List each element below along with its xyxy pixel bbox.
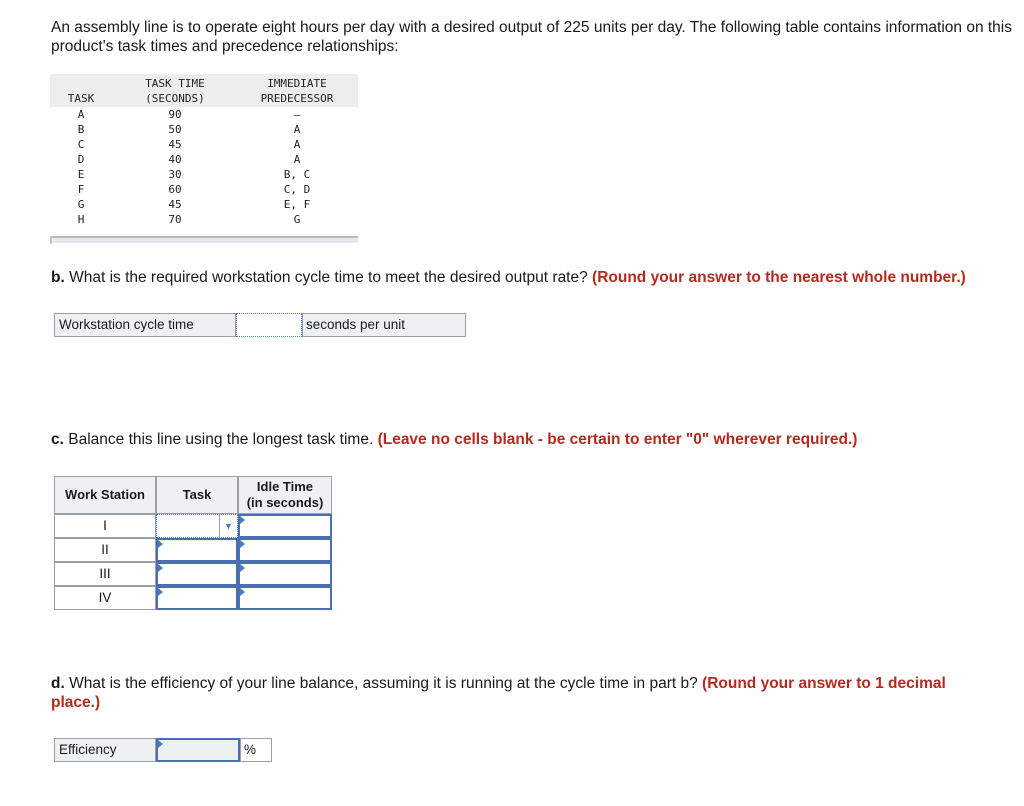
header-work-station: Work Station: [54, 476, 156, 514]
predecessor-cell: C, D: [283, 183, 311, 196]
question-c-instruction: (Leave no cells blank - be certain to enter "0" wherever required.): [377, 431, 858, 448]
cycle-time-unit: seconds per unit: [302, 313, 466, 337]
flag-icon: [240, 564, 245, 572]
question-c-prefix: c.: [51, 431, 64, 448]
predecessor-cell: G: [293, 213, 301, 226]
header-task: TASK: [67, 92, 95, 105]
question-d-instruction: (Round your answer to 1 decimal place.): [51, 675, 946, 711]
question-c: [51, 430, 857, 449]
problem-intro: An assembly line is to operate eight hours per day with a desired output of 225 units per day. The following table contains information on this product's task times and precedence relationships:: [51, 19, 1012, 55]
predecessor-cell: A: [293, 123, 301, 136]
header-task: Task: [156, 476, 238, 514]
station-cell: I: [54, 514, 156, 538]
precedence-table: [50, 74, 358, 244]
task-cell: E: [77, 168, 85, 181]
question-d-prefix: d.: [51, 675, 65, 692]
question-b-text: What is the required workstation cycle time to meet the desired output rate?: [64, 269, 593, 286]
cycle-time-label: Workstation cycle time: [54, 313, 236, 337]
flag-icon: [240, 516, 245, 524]
time-cell: 50: [168, 123, 182, 136]
task-cell: C: [77, 138, 85, 151]
header-time-line2: (SECONDS): [145, 92, 205, 105]
flag-icon: [240, 540, 245, 548]
flag-icon: [158, 540, 163, 548]
station-cell: III: [54, 562, 156, 586]
predecessor-cell: —: [293, 108, 301, 121]
task-select[interactable]: [156, 514, 238, 538]
header-idle-time: Idle Time (in seconds): [238, 476, 332, 514]
task-cell: F: [77, 183, 85, 196]
time-cell: 90: [168, 108, 182, 121]
task-cell: A: [77, 108, 85, 121]
task-cell: B: [77, 123, 85, 136]
time-cell: 40: [168, 153, 182, 166]
time-cell: 45: [168, 138, 182, 151]
efficiency-input[interactable]: [156, 738, 240, 762]
header-time-line1: TASK TIME: [145, 77, 205, 90]
task-cell: H: [77, 213, 85, 226]
task-input[interactable]: [156, 538, 238, 562]
time-cell: 60: [168, 183, 182, 196]
station-cell: IV: [54, 586, 156, 610]
question-b-instruction: (Round your answer to the nearest whole number.): [592, 269, 966, 286]
cycle-time-input[interactable]: [236, 313, 302, 337]
question-b-prefix: b.: [51, 269, 65, 286]
flag-icon: [240, 588, 245, 596]
task-cell: D: [77, 153, 85, 166]
flag-icon: [158, 588, 163, 596]
task-input[interactable]: [156, 562, 238, 586]
time-cell: 70: [168, 213, 182, 226]
time-cell: 30: [168, 168, 182, 181]
header-pred-line2: PREDECESSOR: [260, 92, 334, 105]
task-input[interactable]: [156, 586, 238, 610]
idle-time-input[interactable]: [238, 562, 332, 586]
task-cell: G: [77, 198, 85, 211]
idle-time-input[interactable]: [238, 514, 332, 538]
question-d: [51, 674, 981, 712]
predecessor-cell: A: [293, 153, 301, 166]
question-b: [51, 268, 966, 287]
flag-icon: [158, 740, 163, 748]
header-pred-line1: IMMEDIATE: [267, 77, 327, 90]
flag-icon: [158, 564, 163, 572]
chevron-down-icon[interactable]: ▼: [219, 515, 237, 537]
workstation-table: [54, 476, 332, 608]
time-cell: 45: [168, 198, 182, 211]
predecessor-cell: A: [293, 138, 301, 151]
idle-time-input[interactable]: [238, 586, 332, 610]
question-d-text: What is the efficiency of your line balance, assuming it is running at the cycle time in part b?: [64, 675, 703, 692]
predecessor-cell: B, C: [283, 168, 311, 181]
station-cell: II: [54, 538, 156, 562]
table-bottom-shade: [50, 238, 358, 243]
question-c-text: Balance this line using the longest task time.: [63, 431, 378, 448]
idle-time-input[interactable]: [238, 538, 332, 562]
efficiency-label: Efficiency: [54, 738, 156, 762]
table-left-tick: [50, 236, 52, 244]
efficiency-unit: %: [240, 738, 272, 762]
predecessor-cell: E, F: [283, 198, 311, 211]
